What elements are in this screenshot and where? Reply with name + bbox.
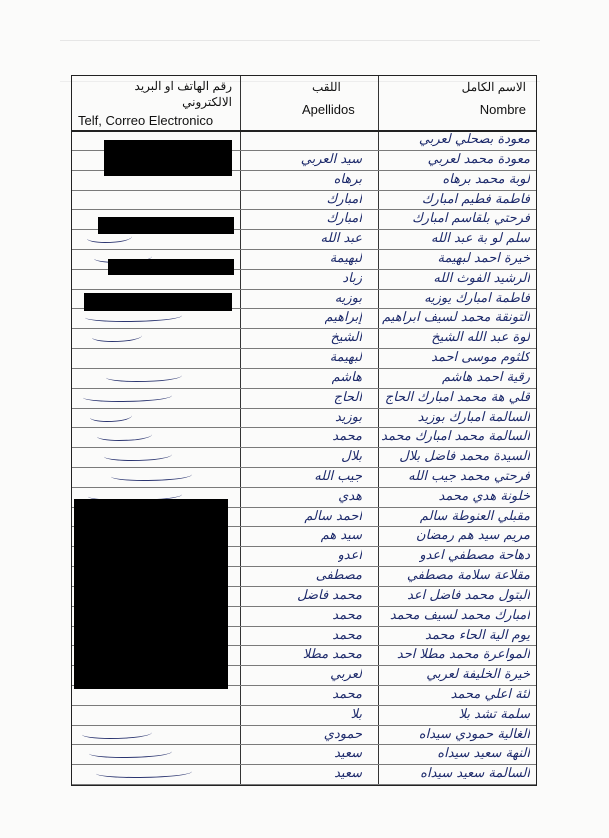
handwritten-surname: حمودي <box>323 726 362 742</box>
handwritten-surname: محمد <box>332 627 362 643</box>
handwritten-full-name: خيرة الخليفة لعربي <box>426 667 530 683</box>
handwritten-full-name: مريم سيد هم رمضان <box>416 528 530 544</box>
row-rule <box>72 408 536 409</box>
handwritten-full-name: سلم لو بة عبد الله <box>431 231 530 247</box>
handwritten-full-name: الرشيد الفوث الله <box>433 270 530 286</box>
handwritten-full-name: النهة سعيد سيداه <box>437 746 530 762</box>
handwritten-surname: لبهيمة <box>329 350 362 365</box>
handwritten-contact-mark <box>85 311 182 322</box>
name-header-spanish: Nombre <box>479 102 526 117</box>
handwritten-contact-mark <box>96 767 192 778</box>
handwritten-full-name: كلثوم موسى احمد <box>431 350 530 365</box>
handwritten-surname: مصطفى <box>315 568 362 583</box>
name-header-arabic: الاسم الكامل <box>461 80 526 94</box>
handwritten-contact-mark <box>104 450 172 461</box>
signature-table <box>71 75 537 786</box>
handwritten-full-name: رقية احمد هاشم <box>442 369 530 385</box>
surname-header-spanish: Apellidos <box>302 102 355 117</box>
handwritten-surname: عبد الله <box>320 231 362 247</box>
redaction-box <box>98 217 234 234</box>
handwritten-surname: هاشم <box>331 369 362 385</box>
handwritten-surname: بلا <box>350 706 362 722</box>
column-divider <box>240 76 241 785</box>
handwritten-surname: بلال <box>341 449 362 465</box>
handwritten-full-name: قلي هة محمد امبارك الحاج <box>384 389 530 405</box>
handwritten-surname: اعدو <box>337 548 362 564</box>
row-rule <box>72 467 536 468</box>
handwritten-surname: محمد مطلا <box>302 647 362 663</box>
handwritten-surname: إبراهيم <box>324 310 362 326</box>
row-rule <box>72 447 536 448</box>
handwritten-surname: بوزيد <box>334 409 362 425</box>
handwritten-surname: محمد فاضل <box>297 587 362 603</box>
handwritten-surname: احمد سالم <box>304 508 362 524</box>
row-rule <box>72 328 536 329</box>
row-rule <box>72 348 536 349</box>
handwritten-surname: الشيخ <box>330 330 362 346</box>
handwritten-surname: زباد <box>342 270 362 286</box>
handwritten-full-name: السالمة امبارك بوزيد <box>417 409 530 425</box>
handwritten-surname: لعربي <box>330 667 362 683</box>
handwritten-surname: لبهيمة <box>329 250 362 266</box>
row-rule <box>72 190 536 191</box>
handwritten-full-name: الغالية حمودي سيداه <box>418 726 530 742</box>
row-rule <box>72 427 536 428</box>
row-rule <box>72 487 536 488</box>
handwritten-full-name: معودة محمد لعربي <box>427 151 530 167</box>
handwritten-full-name: فاطمة امبارك يوزيه <box>424 290 530 306</box>
surname-column-header <box>240 76 378 130</box>
handwritten-surname: سعيد <box>334 746 362 762</box>
handwritten-full-name: يوم الية الحاء محمد <box>425 627 530 643</box>
handwritten-full-name: امبارك محمد لسيف محمد <box>389 607 530 623</box>
handwritten-contact-mark <box>92 331 142 342</box>
handwritten-surname: جيب الله <box>314 468 362 484</box>
handwritten-contact-mark <box>82 728 152 739</box>
handwritten-contact-mark <box>97 430 152 441</box>
handwritten-full-name: معودة بصحلي لعربي <box>418 132 530 147</box>
handwritten-surname: برهاه <box>333 171 362 187</box>
redaction-box <box>108 259 234 275</box>
handwritten-full-name: السيدة محمد فاضل بلال <box>399 449 530 465</box>
handwritten-full-name: سلمة تشد بلا <box>458 706 530 722</box>
handwritten-surname: سيد العربي <box>300 151 362 167</box>
row-rule <box>72 744 536 745</box>
redaction-box <box>84 293 232 311</box>
handwritten-surname: محمد <box>332 607 362 623</box>
row-rule <box>72 725 536 726</box>
handwritten-full-name: البتول محمد فاضل اعد <box>407 587 530 603</box>
handwritten-contact-mark <box>90 411 132 422</box>
contact-header-arabic: رقم الهاتف او البريد الالكتروني <box>134 79 232 109</box>
handwritten-surname: سيد هم <box>320 528 362 544</box>
handwritten-full-name: السالمة سعيد سيداه <box>420 766 530 782</box>
row-rule <box>72 705 536 706</box>
name-column-header <box>378 76 536 130</box>
row-rule <box>72 764 536 765</box>
row-rule <box>72 289 536 290</box>
handwritten-surname: سعيد <box>334 766 362 782</box>
handwritten-full-name: دهاحة مصطفي اعدو <box>419 548 530 564</box>
handwritten-full-name: خيرة احمد لبهيمة <box>437 250 530 266</box>
row-rule <box>72 784 536 785</box>
handwritten-contact-mark <box>106 371 182 382</box>
row-rule <box>72 368 536 369</box>
row-rule <box>72 209 536 210</box>
redaction-box <box>74 499 228 689</box>
row-rule <box>72 249 536 250</box>
handwritten-full-name: لوبة محمد برهاه <box>442 171 530 187</box>
handwritten-contact-mark <box>111 470 192 481</box>
handwritten-surname: امبارك <box>326 211 362 227</box>
handwritten-full-name: فاطمة فطيم امبارك <box>421 191 530 207</box>
handwritten-surname: الحاج <box>333 389 362 405</box>
handwritten-surname: هدي <box>338 488 362 504</box>
handwritten-surname: محمد <box>332 429 362 445</box>
handwritten-surname: محمد <box>332 686 362 702</box>
handwritten-full-name: المواعرة محمد مطلا احد <box>396 647 530 663</box>
contact-column-header <box>72 76 240 130</box>
row-rule <box>72 388 536 389</box>
handwritten-full-name: لئة اعلي محمد <box>450 686 530 702</box>
handwritten-full-name: التونقة محمد لسيف ابراهيم <box>382 310 530 326</box>
handwritten-contact-mark <box>89 747 172 758</box>
surname-header-arabic: اللقب <box>312 80 341 94</box>
handwritten-full-name: فرحتي محمد جيب الله <box>408 468 530 484</box>
handwritten-surname: امبارك <box>326 191 362 207</box>
handwritten-surname: بوزيه <box>334 290 362 306</box>
handwritten-full-name: السالمة محمد امبارك محمد <box>381 429 530 445</box>
redaction-box <box>104 140 232 176</box>
handwritten-full-name: لوة عبد الله الشيخ <box>431 330 530 346</box>
column-divider <box>378 76 379 785</box>
handwritten-full-name: خلونة هدي محمد <box>438 488 530 504</box>
contact-header-spanish: Telf, Correo Electronico <box>78 113 214 128</box>
handwritten-full-name: مقلاعة سلامة مصطفي <box>406 568 530 583</box>
handwritten-contact-mark <box>83 391 172 402</box>
handwritten-full-name: مقبلي العنوطة سالم <box>419 508 530 524</box>
handwritten-full-name: فرحتي بلقاسم امبارك <box>412 211 530 227</box>
